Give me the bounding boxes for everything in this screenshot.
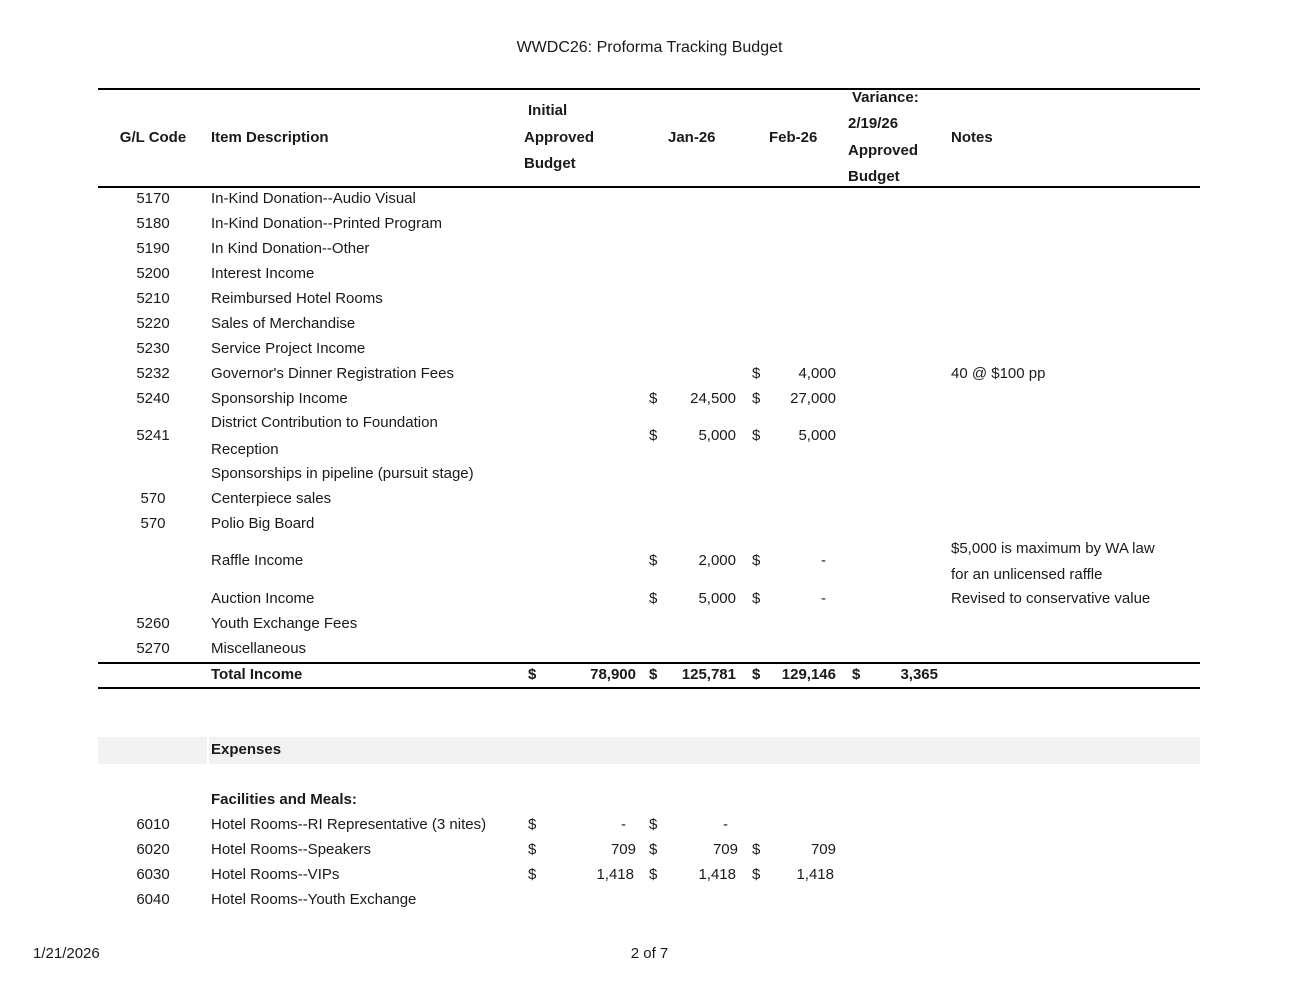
header-notes: Notes	[951, 129, 993, 146]
row-5230-code: 5230	[136, 340, 170, 357]
header-top-rule	[98, 88, 1200, 90]
row-6030-desc: Hotel Rooms--VIPs	[211, 866, 340, 883]
row-6030-jan-currency: $	[649, 866, 658, 883]
row-5200-code: 5200	[136, 265, 170, 282]
header-initial-line-2: Approved	[524, 129, 595, 146]
row-auction-jan-currency: $	[649, 590, 658, 607]
row-5210-code: 5210	[136, 290, 170, 307]
header-variance-line-2: 2/19/26	[848, 115, 899, 132]
header-variance-line-4: Budget	[848, 168, 900, 185]
expenses-label: Expenses	[211, 741, 282, 758]
row-5240-feb: 27,000	[790, 390, 836, 407]
header-variance-line-3: Approved	[848, 142, 919, 159]
row-6030-code: 6030	[136, 866, 170, 883]
row-5180-desc: In-Kind Donation--Printed Program	[211, 215, 442, 232]
row-raffle-note-line-2: for an unlicensed raffle	[951, 566, 1103, 583]
row-auction-desc: Auction Income	[211, 590, 315, 607]
row-5241-desc-line-2: Reception	[211, 441, 279, 458]
row-5240-desc: Sponsorship Income	[211, 390, 348, 407]
header-variance-line-1: Variance:	[852, 89, 919, 106]
row-5170-desc: In-Kind Donation--Audio Visual	[211, 190, 416, 207]
row-5232-note: 40 @ $100 pp	[951, 365, 1046, 382]
row-6020-desc: Hotel Rooms--Speakers	[211, 841, 372, 858]
header-initial-line-3: Budget	[524, 155, 576, 172]
row-5220-code: 5220	[136, 315, 170, 332]
row-6030-feb-currency: $	[752, 866, 761, 883]
row-6020-initial: 709	[610, 841, 636, 858]
row-6010-jan-currency: $	[649, 816, 658, 833]
total-feb-currency: $	[752, 666, 761, 683]
row-5232-feb: 4,000	[798, 365, 836, 382]
row-5210-desc: Reimbursed Hotel Rooms	[211, 290, 383, 307]
total-initial-currency: $	[528, 666, 537, 683]
row-6020-feb-currency: $	[752, 841, 761, 858]
row-570a-desc: Centerpiece sales	[211, 490, 332, 507]
row-6040-desc: Hotel Rooms--Youth Exchange	[211, 891, 417, 908]
row-5240-jan-currency: $	[649, 390, 658, 407]
row-5241-desc-line-1: District Contribution to Foundation	[211, 414, 438, 431]
total-income-label: Total Income	[211, 666, 303, 683]
facilities-label: Facilities and Meals:	[211, 791, 357, 808]
row-6030-initial-currency: $	[528, 866, 537, 883]
footer-page-number: 2 of 7	[630, 945, 669, 962]
row-raffle-jan-currency: $	[649, 552, 658, 569]
row-5232-feb-currency: $	[752, 365, 761, 382]
total-initial: 78,900	[590, 666, 636, 683]
row-5232-desc: Governor's Dinner Registration Fees	[211, 365, 454, 382]
row-5241-feb-currency: $	[752, 427, 761, 444]
row-6030-initial: 1,418	[596, 866, 634, 883]
row-5232-code: 5232	[136, 365, 170, 382]
row-6010-initial-currency: $	[528, 816, 537, 833]
row-5190-code: 5190	[136, 240, 170, 257]
row-6020-jan: 709	[712, 841, 738, 858]
row-6020-initial-currency: $	[528, 841, 537, 858]
row-5260-code: 5260	[136, 615, 170, 632]
row-6030-jan: 1,418	[698, 866, 736, 883]
row-5240-feb-currency: $	[752, 390, 761, 407]
row-5240-code: 5240	[136, 390, 170, 407]
total-jan: 125,781	[681, 666, 736, 683]
row-5180-code: 5180	[136, 215, 170, 232]
total-bottom-rule	[98, 687, 1200, 689]
row-6040-code: 6040	[136, 891, 170, 908]
expenses-band-separator	[207, 737, 209, 764]
row-570a-code: 570	[140, 490, 166, 507]
total-feb: 129,146	[781, 666, 836, 683]
row-auction-feb-currency: $	[752, 590, 761, 607]
total-variance-currency: $	[852, 666, 861, 683]
row-5241-jan-currency: $	[649, 427, 658, 444]
row-6030-feb: 1,418	[796, 866, 834, 883]
row-570b-desc: Polio Big Board	[211, 515, 315, 532]
row-5241-code: 5241	[136, 427, 170, 444]
row-6020-feb: 709	[810, 841, 836, 858]
row-5230-desc: Service Project Income	[211, 340, 366, 357]
header-jan: Jan-26	[668, 129, 716, 146]
header-gl-code: G/L Code	[119, 129, 187, 146]
row-570b-code: 570	[140, 515, 166, 532]
row-6020-jan-currency: $	[649, 841, 658, 858]
header-feb: Feb-26	[769, 129, 818, 146]
row-6010-jan: -	[723, 816, 728, 833]
row-5170-code: 5170	[136, 190, 170, 207]
row-5241-jan: 5,000	[698, 427, 736, 444]
row-auction-note: Revised to conservative value	[951, 590, 1151, 607]
row-6010-initial: -	[621, 816, 626, 833]
row-pipeline-desc: Sponsorships in pipeline (pursuit stage)	[211, 465, 474, 482]
row-5260-desc: Youth Exchange Fees	[211, 615, 358, 632]
row-5200-desc: Interest Income	[211, 265, 315, 282]
row-6010-desc: Hotel Rooms--RI Representative (3 nites)	[211, 816, 487, 833]
total-jan-currency: $	[649, 666, 658, 683]
row-auction-feb: -	[821, 590, 826, 607]
row-6010-code: 6010	[136, 816, 170, 833]
row-5241-feb: 5,000	[798, 427, 836, 444]
row-auction-jan: 5,000	[698, 590, 736, 607]
total-variance: 3,365	[900, 666, 938, 683]
row-6020-code: 6020	[136, 841, 170, 858]
row-5220-desc: Sales of Merchandise	[211, 315, 356, 332]
row-5190-desc: In Kind Donation--Other	[211, 240, 370, 257]
row-raffle-desc: Raffle Income	[211, 552, 304, 569]
row-raffle-jan: 2,000	[698, 552, 736, 569]
footer-date: 1/21/2026	[33, 945, 100, 962]
row-raffle-feb-currency: $	[752, 552, 761, 569]
row-5270-code: 5270	[136, 640, 170, 657]
header-item-description: Item Description	[211, 129, 329, 146]
page-title: WWDC26: Proforma Tracking Budget	[516, 39, 783, 56]
header-initial-line-1: Initial	[528, 102, 568, 119]
row-5240-jan: 24,500	[690, 390, 736, 407]
row-raffle-note-line-1: $5,000 is maximum by WA law	[951, 540, 1155, 557]
row-raffle-feb: -	[821, 552, 826, 569]
row-5270-desc: Miscellaneous	[211, 640, 307, 657]
